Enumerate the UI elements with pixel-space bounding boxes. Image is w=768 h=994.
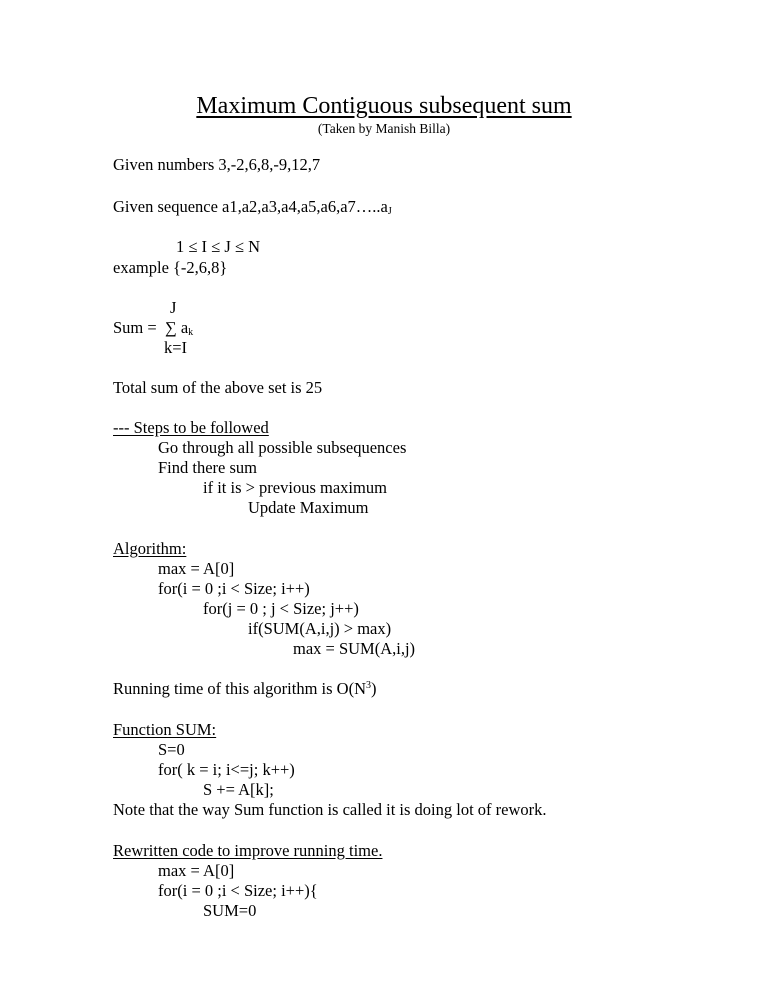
algorithm-line: for(j = 0 ; j < Size; j++) [203,599,359,618]
sum-formula: Sum = ∑ $a_k$ [113,318,194,338]
algorithm-line: max = SUM(A,i,j) [293,639,416,658]
total-sum: Total sum of the above set is 25 [113,378,323,397]
note: Note that the way Sum function is called it is doing lot of rework. [113,800,547,819]
given-sequence: Given sequence $a1,a2,a3,a4,a5,a6,a7\dots..a_J$ [113,197,392,217]
algorithm-line: for(i = 0 ;i < Size; i++) [158,579,310,598]
function-sum-line: S += A[k]; [203,780,274,799]
constraint: 1 ≤ I ≤ J ≤ N [176,237,260,256]
example: example {-2,6,8} [113,258,228,277]
algorithm-heading: Algorithm: [113,539,187,558]
running-time: Running time of this algorithm is $O(N^3)$ [113,679,377,698]
rewritten-line: max = A[0] [158,861,235,880]
function-sum-line: S=0 [158,740,185,759]
rewritten-heading: Rewritten code to improve running time. [113,841,383,860]
step-line: Find there sum [158,458,257,477]
given-numbers: Given numbers 3,-2,6,8,-9,12,7 [113,155,321,174]
rewritten-line: SUM=0 [203,901,257,920]
algorithm-line: if(SUM(A,i,j) > max) [248,619,392,638]
function-sum-line: for( k = i; i<=j; k++) [158,760,295,779]
sum-lower-limit: k=I [164,338,188,357]
steps-heading: --- Steps to be followed [113,418,269,437]
page-subtitle: (Taken by Manish Billa) [317,121,451,136]
rewritten-line: for(i = 0 ;i < Size; i++){ [158,881,318,900]
sum-upper-limit: J [170,298,177,317]
step-line: Go through all possible subsequences [158,438,407,457]
step-line: Update Maximum [248,498,369,517]
algorithm-line: max = A[0] [158,559,235,578]
page-title: Maximum Contiguous subsequent sum [196,93,572,119]
function-sum-heading: Function SUM: [113,720,217,739]
step-line: if it is > previous maximum [203,478,387,497]
